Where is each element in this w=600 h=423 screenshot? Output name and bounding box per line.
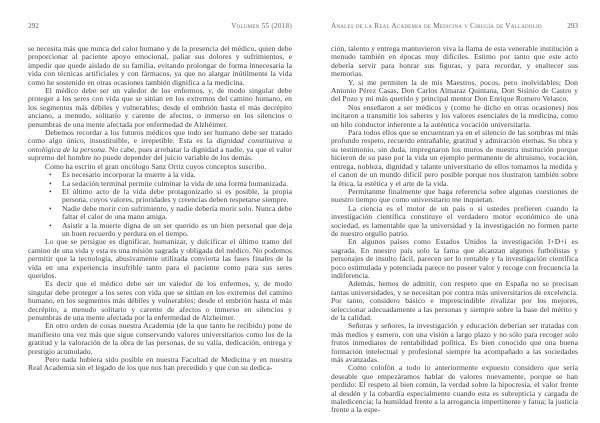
right-running-title: Anales de la Real Academia de Medicina y Cirugía de Valladolid	[331, 22, 542, 30]
page-right-293	[300, 0, 600, 423]
paragraph: Como colofón a todo lo anteriormente expuesto considero que sería deseable que empezáramos hablar de valores nuevamente, porque se han perdido: El respeto al bien común, la verdad sobre la hipocresía, el valor frente al desdén y la cobardía especialmente cuando esta es subrepticia y cargada de maledicencia; la humildad frente a la arrogancia impertinente y fatua; la justicia frente a la espe-	[331, 363, 578, 415]
left-running-title: Volumen 55 (2018)	[231, 22, 292, 30]
paragraph-persigue: Lo que se persigue es dignificar, humanizar, y dulcificar el último tramo del camino de una vida y esta es una misión sagrada y obligada del médico. No podemos permitir que la tecnología, abusivamente utilizada convierta las fases finales de la vida en una experiencia insufrible tanto para el paciente como para sus seres queridos.	[28, 237, 292, 280]
paragraph-valedor: El médico debe ser un valedor de los enfermos, y, de modo singular debe proteger a los seres con vida que se sitúan en los extremos del camino humano, en los segmentos más débiles y vulnerables; desde el embrión hasta el más decrépito anciano, a menudo, solitario y carente de afectos, o inmerso en los silencios o penumbras de una mente afectada por enfermedad de Alzhéimer.	[28, 86, 292, 129]
bullet-item: • Es necesario incorporar la muerte a la vida.	[62, 171, 292, 179]
bullet-list	[28, 171, 292, 238]
paragraph: Y, si me permiten la de mis Maestros, pocos, pero inolvidables; Don Antonio Pérez Casas, Don Carlos Almaraz Quintana, Don Sisinio de Castro y del Pozo y mi más querido y principal mentor Don Enrique Romero Velasco.	[331, 77, 578, 104]
paragraph-academia: En otro orden de cosas nuestra Academia (de la que tanto he recibido) pone de manifiesto una vez más que sigue conservando valores universitarios como los de la gratitud y la valoración de la obra de las personas, de su valía, dedicación, entrega y prestigio acumulado.	[28, 321, 292, 356]
paragraph: Además, hemos de admitir, con respeto que en España no se precisan tantas universidades, y se necesitan por contra más universitarios de excelencia. Por tanto, considero básico e imprescindible rivalizar por los mejores, seleccionar adecuadamente a las personas y siempre sobre la base del mérito y de la calidad.	[331, 279, 578, 322]
paragraph-legado: Pero nada hubiera sido posible en nuestra Facultad de Medicina y en nuestra Real Academia sin el legado de los que nos han precedido y que con su dedica-	[28, 355, 292, 373]
paragraph-intro: se necesita más que nunca del calor humano y de la presencia del médico, quien debe proporcionar al paciente apoyo emocional, paliar sus dolores y sufrimientos, e impedir que quede aislado de su familia, evitando prolongar de forma innecesaria la vida con técnicas artificiales y con fármacos, ya que no alargar inútilmente la vida como he sostenido en otras ocasiones también dignifica a la medicina.	[28, 44, 292, 87]
paragraph-dignidad	[28, 129, 292, 163]
paragraph: La ciencia es el motor de un país o si ustedes prefieren cuando la investigación científica constituye el verdadero motor económico de una sociedad, es lamentable que la universidad y la investigación no formen parte de nuestro orgullo patrio.	[331, 203, 578, 238]
left-page-number: 292	[28, 22, 39, 30]
paragraph: ción, talento y entrega mantuvieron viva la llama de esta venerable institución a menudo también en épocas muy difíciles. Estimo por tanto que este acto debería servir para honrar sus figuras, y para recordar, y enaltecer sus memorias.	[331, 44, 578, 79]
dignidad-post: . No cabe, pues arrebatar la dignidad a nadie, ya que el valor supremo del hombre no puede depender del juicio variable de los demás.	[28, 144, 292, 163]
bullet-item: • Nadie debe morir con sufrimiento, y nadie debería morir solo. Nunca debe faltar el calor de una mano amiga.	[62, 205, 292, 222]
bullet-item: • Asistir a la muerte digna de un ser querido es un bien personal que deja un buen recuerdo y perdura en el tiempo.	[62, 222, 292, 239]
left-page-body	[28, 45, 292, 373]
paragraph: Señoras y señores, la investigación y educación deberían ser tratadas con más medios y esmero, con una visión a largo plazo y no sólo para recoger solo frutos inmediatos de rentabilidad política. Es bien conocido que una buena formación intelectual y profesional siempre ha acompañado a las sociedades más avanzadas.	[331, 321, 578, 365]
left-page-header	[28, 22, 292, 30]
right-page-header	[331, 22, 578, 30]
right-page-number: 293	[567, 22, 578, 30]
paragraph: Nos enseñaron a ser médicos y (como he dicho en otras ocasiones) nos incitaron a transmitir los saberes y los valores esenciales de la medicina, como un hilo conductor inherente a la auténtica vocación universitaria.	[331, 102, 578, 129]
bullet-item: • La sedación terminal permite culminar la vida de una forma humanizada.	[62, 180, 292, 188]
bullet-item: • El último acto de la vida debe protagonizarlo si es posible, la propia persona, cuyos valores, prioridades y creencias deben respetarse siempre.	[62, 188, 292, 205]
right-page-body	[331, 45, 578, 415]
paragraph-es-decir: Es decir que el médico debe ser un valedor de los enfermos, y, de modo singular debe proteger a los seres con vida que se sitúan en los extremos del camino humano, en los segmentos más débiles y vulnerables; desde el embrión hasta el más decrépito, a menudo solitario y carente de afectos o inmerso en silencios y penumbras de una mente afectada por la enfermedad de Alzheimer.	[28, 279, 292, 322]
paragraph: En algunos países como Estados Unidos la investigación I+D+i es sagrada. En nuestro país solo la fama que alcanzan algunos futbolistas y personajes de insulto fácil, parecen ser lo rentable y la investigación científica poco estimulada y potenciada parece no poseer valor y recoge con frecuencia la indiferencia.	[331, 237, 578, 280]
paragraph-sanz-ortiz: Como ha escrito el gran oncólogo Sanz Ortiz cuyos conceptos suscribo.	[45, 161, 267, 171]
dignidad-pre: Debemos recordar a los futuros médicos que todo ser humano debe ser tratado como algo único, insustituible, e irrepetible. Esta es la	[28, 128, 292, 146]
paragraph: Permítanme finalmente que haga referencia sobre algunas cuestiones de nuestro tiempo que como universitario me inquietan.	[331, 186, 578, 205]
paragraph: Para todos ellos que se encuentran ya en el silencio de las sombras mi más profundo respeto, recuerdo entrañable, gratitud y admiración eternas. Su obra y su testimonio, sin duda, impregnaron los muros de nuestra institución porque hicieron de su paso por la vida un ejemplo permanente de altruismo, vocación, entrega, nobleza, dignidad y talante universitario de ellos tomamos la medida y el canon de un mundo difícil pero posible porque nos ilustraron también sobre la ética, la estética y el arte de la vida.	[331, 128, 578, 188]
dignidad-italic: dignidad constitutiva u ontológica de la persona	[28, 136, 292, 154]
